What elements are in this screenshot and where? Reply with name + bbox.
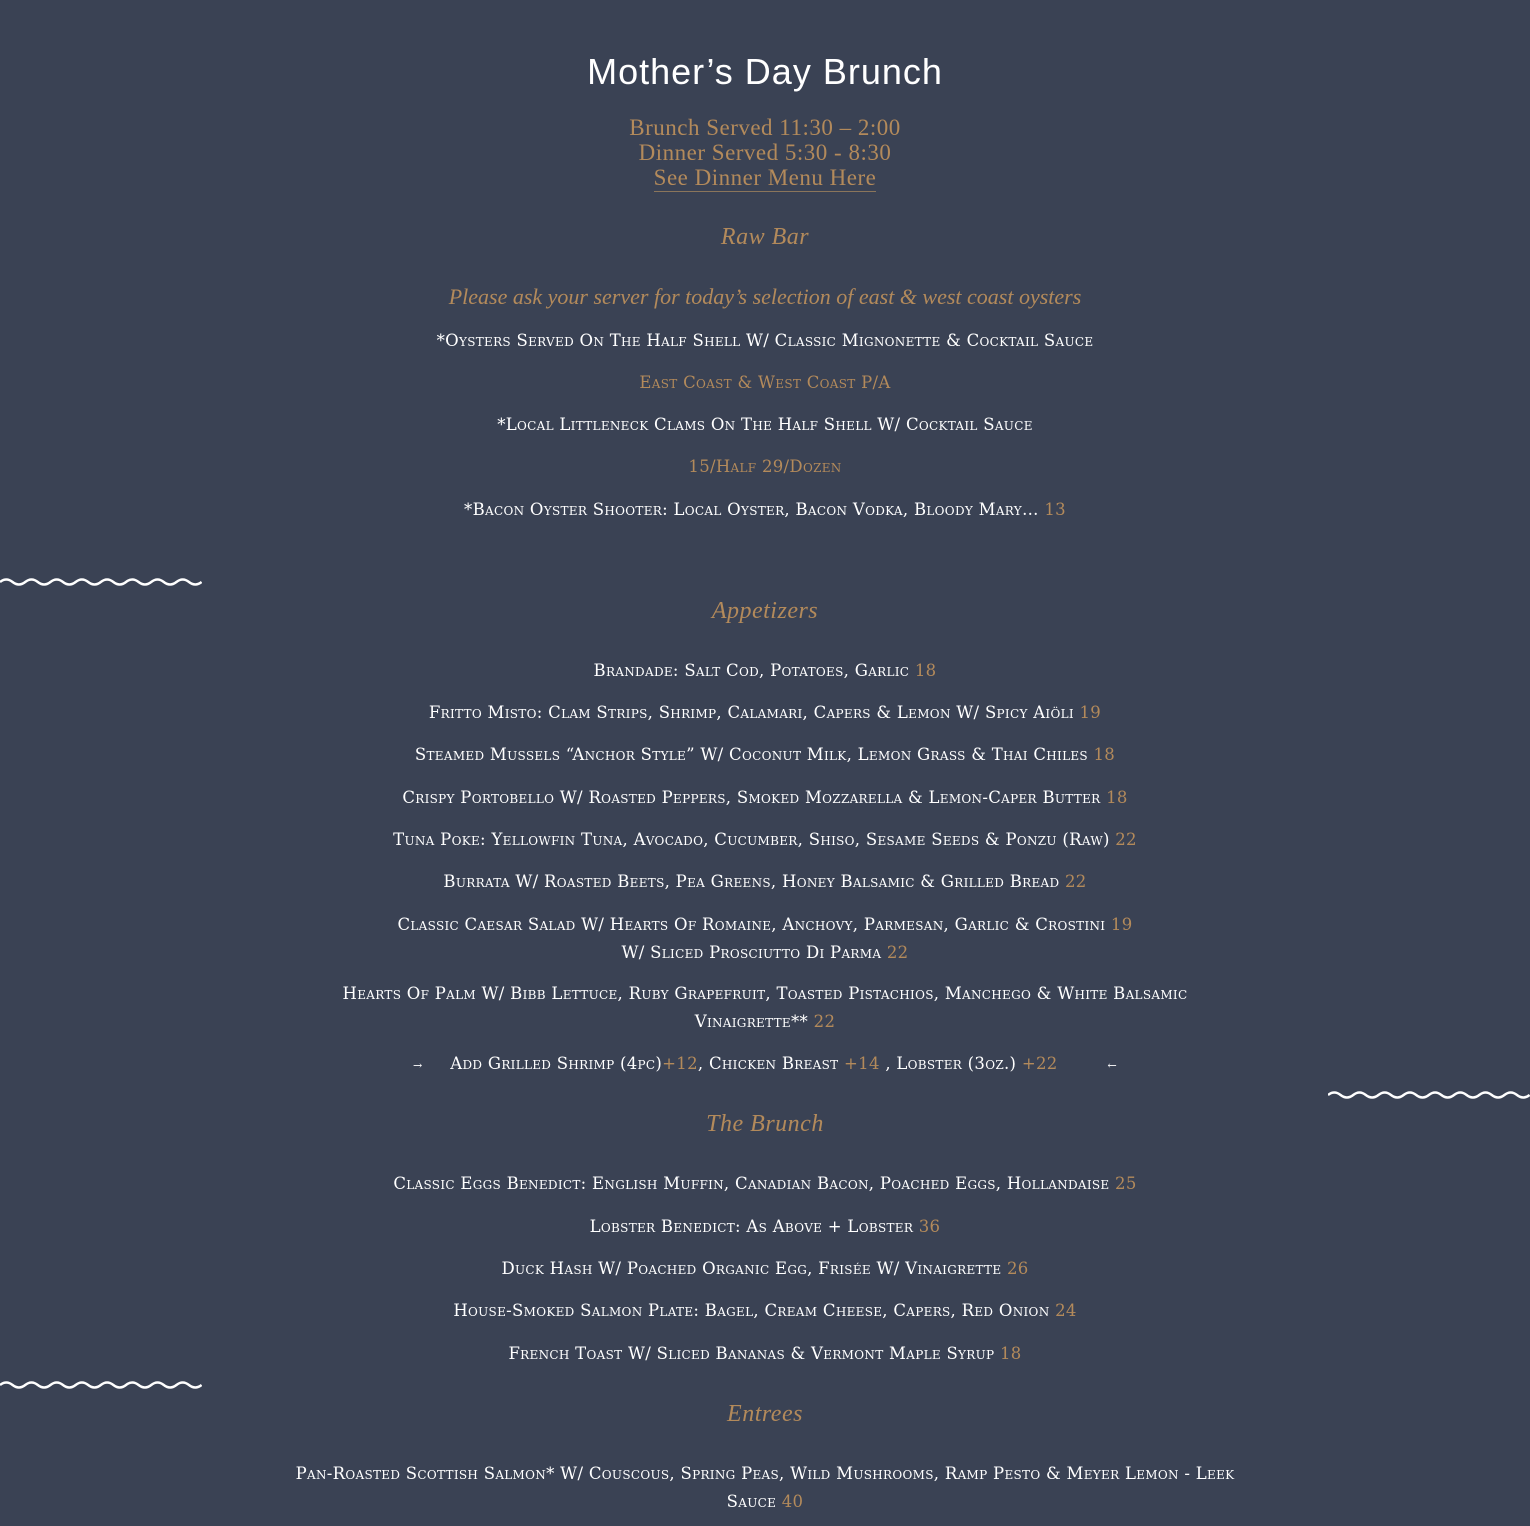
dinner-menu-link[interactable]: See Dinner Menu Here bbox=[653, 165, 877, 190]
brunch-name: House-Smoked Salmon Plate: Bagel, Cream Cheese, Capers, Red Onion bbox=[453, 1301, 1050, 1320]
caesar-addon: W/ Sliced Prosciutto Di Parma bbox=[621, 943, 882, 962]
appetizer-price: 22 bbox=[1115, 830, 1137, 849]
oysters-price: East Coast & West Coast P/A bbox=[639, 373, 891, 392]
hearts-of-palm-item bbox=[0, 980, 1530, 1036]
appetizer-price: 22 bbox=[1064, 872, 1087, 891]
brunch-name: Classic Eggs Benedict: English Muffin, Canadian Bacon, Poached Eggs, Hollandaise bbox=[393, 1174, 1116, 1193]
entree-line2: Sauce bbox=[726, 1492, 782, 1511]
appetizer-item bbox=[0, 784, 1530, 812]
brunch-price: 18 bbox=[999, 1344, 1022, 1363]
shooter-price: 13 bbox=[1044, 500, 1066, 519]
wave-divider bbox=[0, 1380, 202, 1390]
appetizer-item bbox=[0, 741, 1530, 769]
caesar-item bbox=[0, 911, 1530, 967]
shooter-name: *Bacon Oyster Shooter: Local Oyster, Bacon Vodka, Bloody Mary… bbox=[464, 500, 1039, 519]
clams-price: 15/Half 29/Dozen bbox=[688, 457, 842, 476]
addon-chicken: , Chicken Breast bbox=[697, 1054, 839, 1073]
brunch-price: 24 bbox=[1055, 1301, 1077, 1320]
dinner-hours: Dinner Served 5:30 - 8:30 bbox=[638, 140, 892, 165]
raw-bar-note: Please ask your server for today’s selection of east & west coast oysters bbox=[448, 284, 1082, 309]
caesar-addon-price: 22 bbox=[886, 943, 909, 962]
brunch-hours: Brunch Served 11:30 – 2:00 bbox=[629, 115, 901, 140]
arrow-right-icon: → bbox=[412, 1059, 423, 1072]
appetizers-heading: Appetizers bbox=[711, 598, 819, 624]
appetizer-item bbox=[0, 826, 1530, 854]
brunch-item bbox=[0, 1213, 1530, 1241]
addon-chicken-price: +14 bbox=[844, 1054, 880, 1073]
addon-lobster: , Lobster (3oz.) bbox=[885, 1054, 1017, 1073]
appetizer-item bbox=[0, 657, 1530, 685]
caesar-name: Classic Caesar Salad W/ Hearts Of Romaine, Anchovy, Parmesan, Garlic & Crostini bbox=[397, 915, 1106, 934]
appetizer-name: Brandade: Salt Cod, Potatoes, Garlic bbox=[593, 661, 910, 680]
appetizer-price: 18 bbox=[914, 661, 937, 680]
entree-line1: Pan-Roasted Scottish Salmon* W/ Couscous, Spring Peas, Wild Mushrooms, Ramp Pesto & Meyer Lemon - Leek bbox=[295, 1464, 1235, 1483]
wave-divider bbox=[1328, 1090, 1530, 1100]
appetizer-price: 18 bbox=[1093, 745, 1116, 764]
addon-lobster-price: +22 bbox=[1021, 1054, 1058, 1073]
brunch-name: French Toast W/ Sliced Bananas & Vermont Maple Syrup bbox=[508, 1344, 995, 1363]
entree-item bbox=[0, 1460, 1530, 1516]
brunch-price: 26 bbox=[1006, 1259, 1029, 1278]
page-title: Mother’s Day Brunch bbox=[587, 51, 943, 92]
brunch-item bbox=[0, 1297, 1530, 1325]
hours-block bbox=[0, 115, 1530, 190]
appetizer-price: 19 bbox=[1079, 703, 1102, 722]
brunch-item bbox=[0, 1170, 1530, 1198]
appetizer-item bbox=[0, 699, 1530, 727]
appetizer-name: Crispy Portobello W/ Roasted Peppers, Smoked Mozzarella & Lemon-Caper Butter bbox=[402, 788, 1101, 807]
brunch-price: 25 bbox=[1115, 1174, 1137, 1193]
brunch-heading: The Brunch bbox=[706, 1111, 824, 1137]
entree-price: 40 bbox=[781, 1492, 804, 1511]
brunch-name: Lobster Benedict: As Above + Lobster bbox=[589, 1217, 914, 1236]
palm-line1: Hearts Of Palm W/ Bibb Lettuce, Ruby Grapefruit, Toasted Pistachios, Manchego & White Balsamic bbox=[342, 984, 1188, 1003]
appetizer-name: Steamed Mussels “Anchor Style” W/ Coconut Milk, Lemon Grass & Thai Chiles bbox=[414, 745, 1088, 764]
brunch-item bbox=[0, 1255, 1530, 1283]
brunch-price: 36 bbox=[918, 1217, 941, 1236]
caesar-price: 19 bbox=[1110, 915, 1133, 934]
entrees-heading: Entrees bbox=[727, 1401, 803, 1427]
palm-price: 22 bbox=[813, 1012, 836, 1031]
raw-bar-heading: Raw Bar bbox=[720, 224, 810, 250]
oysters-item: *Oysters Served On The Half Shell W/ Classic Mignonette & Cocktail Sauce bbox=[436, 331, 1094, 350]
appetizer-name: Tuna Poke: Yellowfin Tuna, Avocado, Cucumber, Shiso, Sesame Seeds & Ponzu (Raw) bbox=[393, 830, 1110, 849]
appetizer-name: Burrata W/ Roasted Beets, Pea Greens, Honey Balsamic & Grilled Bread bbox=[443, 872, 1060, 891]
addons-line bbox=[0, 1050, 1530, 1080]
clams-item: *Local Littleneck Clams On The Half Shell W/ Cocktail Sauce bbox=[497, 415, 1033, 434]
brunch-name: Duck Hash W/ Poached Organic Egg, Frisée W/ Vinaigrette bbox=[501, 1259, 1002, 1278]
appetizer-name: Fritto Misto: Clam Strips, Shrimp, Calamari, Capers & Lemon W/ Spicy Aiöli bbox=[428, 703, 1074, 722]
addon-shrimp-price: +12 bbox=[662, 1054, 698, 1073]
arrow-left-icon: ← bbox=[1107, 1059, 1117, 1072]
shooter-item bbox=[0, 496, 1530, 524]
appetizer-item bbox=[0, 868, 1530, 896]
wave-divider bbox=[0, 577, 202, 587]
palm-line2: Vinaigrette** bbox=[694, 1012, 809, 1031]
brunch-item bbox=[0, 1340, 1530, 1368]
addon-shrimp: Add Grilled Shrimp (4pc) bbox=[450, 1054, 663, 1073]
appetizer-price: 18 bbox=[1106, 788, 1128, 807]
